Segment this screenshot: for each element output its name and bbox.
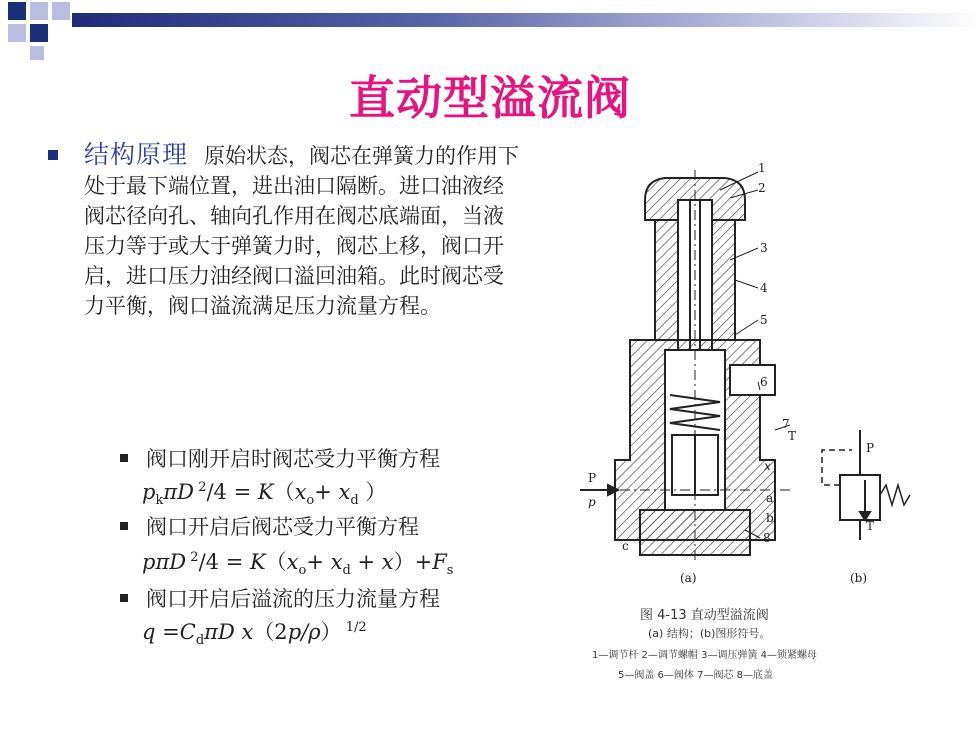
part-number: 7 [782,417,790,431]
part-number: 8 [763,531,771,545]
main-paragraph [84,140,524,321]
part-number: 6 [760,375,768,389]
bullet-square-icon [120,594,128,602]
subfigure-label: (b) [850,571,868,585]
part-number: 1 [758,161,766,175]
equation-2: pπD $^2/4 = K(x_o+ x_d + x)+F_s$ [142,550,454,579]
bullet-square-icon [120,522,128,530]
title-decoration [0,0,980,40]
list-item [120,444,540,474]
part-number: 2 [758,181,766,195]
part-number: 4 [760,281,768,295]
decor-square [30,24,48,42]
subfigure-label: (a) [680,571,697,585]
slide-title: 直动型溢流阀 [349,71,631,125]
point-label: c [622,539,629,553]
port-label: p [588,495,596,509]
bullet-square-icon [120,454,128,462]
list-item-label: 阀口刚开启时阀芯受力平衡方程 [146,447,440,471]
part-number: 3 [760,241,768,255]
decor-square [8,24,26,42]
decor-square [52,2,70,20]
figure-legend: 1—调节杆 2—调节螺帽 3—调压弹簧 4—锁紧螺母 [592,650,817,661]
equation-1: $p_k\pi D$ $^2/4 = K(x_o+ x_d$ ） [142,480,387,509]
figure-legend: 5—阀盖 6—阀体 7—阀芯 8—底盖 [618,670,773,681]
port-label: T [788,429,797,443]
list-item-label: 阀口开启后溢流的压力流量方程 [146,587,440,611]
symbol-port-label: P [866,441,875,455]
symbol-port-label: T [866,519,875,533]
decor-gradient-bar [72,13,980,27]
point-label: b [766,511,774,525]
equation-3: $q =C_d\pi D$ x（2p/ρ） $^{1/2}$ [142,620,367,649]
relief-valve-diagram [560,160,960,610]
section-heading: 结构原理 [84,140,189,169]
point-label: a [766,491,774,505]
decor-square [30,46,44,60]
valve-cross-section [580,170,790,560]
decor-square [8,2,26,20]
section-body: 原始状态，阀芯在弹簧力的作用下处于最下端位置，进出油口隔断。进口油液经阀芯径向孔、轴向孔作用在阀芯底端面，当液压力等于或大于弹簧力时，阀芯上移，阀口开启，进口压力油经阀口溢回油箱。此时阀芯受力平衡，阀口溢流满足压力流量方程。 [84,144,520,318]
list-item [120,512,540,542]
part-number: 5 [760,313,768,327]
bullet-square-icon [48,150,58,160]
list-item [120,584,540,614]
decor-square [30,2,48,20]
list-item-label: 阀口开启后阀芯受力平衡方程 [146,515,419,539]
port-label: P [588,471,597,485]
figure-caption-sub: (a) 结构；(b)图形符号。 [648,627,771,640]
dimension-label: x [764,459,771,473]
figure-caption: 图 4-13 直动型溢流阀 [640,608,769,623]
